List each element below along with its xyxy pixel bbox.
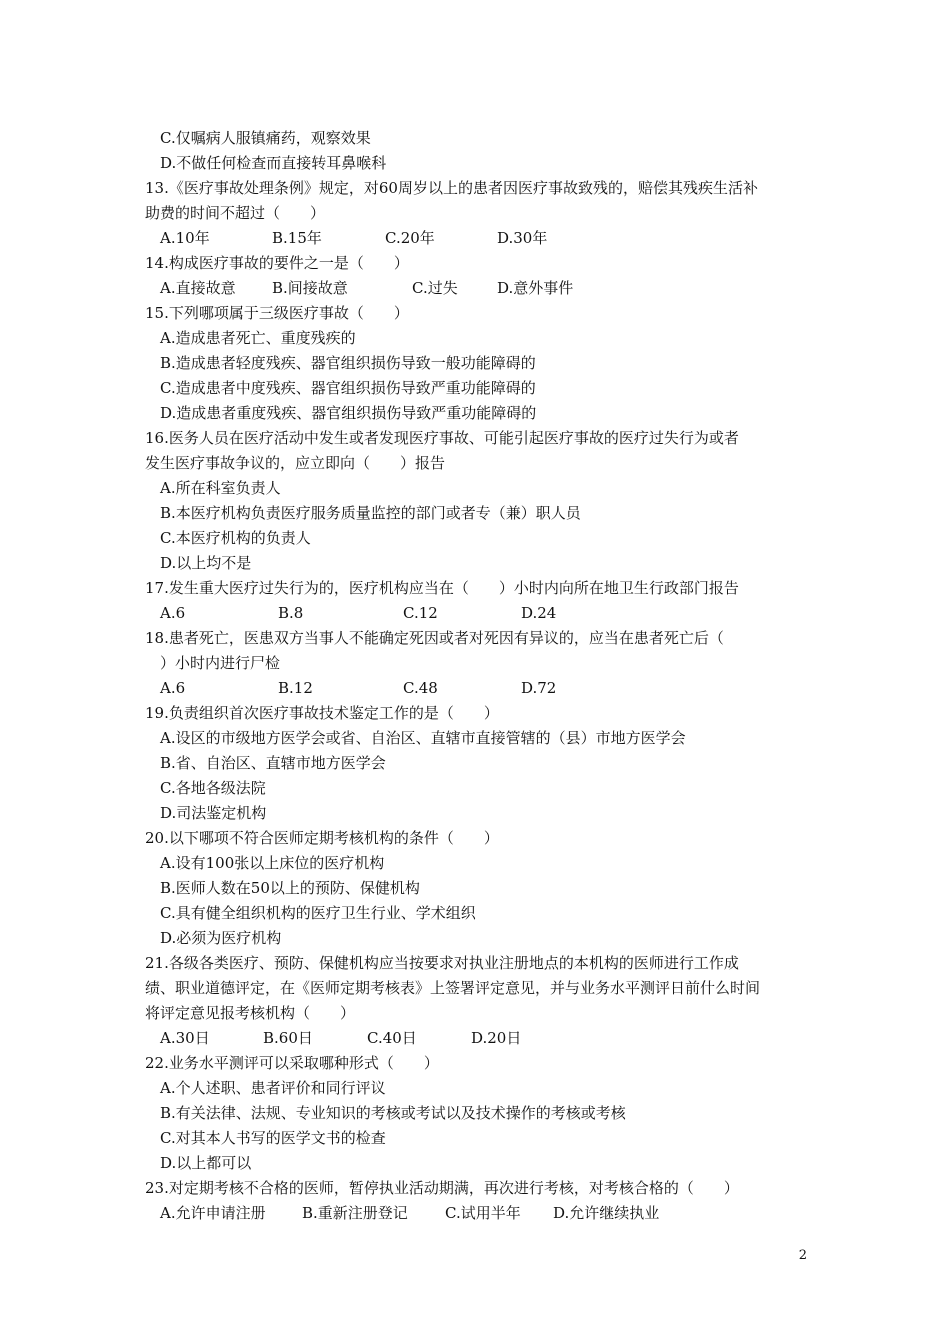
question-text: 绩、职业道德评定，在《医师定期考核表》上签署评定意见，并与业务水平测评日前什么时间	[145, 979, 761, 997]
answer-option: C.造成患者中度残疾、器官组织损伤导致严重功能障碍的	[160, 379, 536, 397]
answer-option: B.造成患者轻度残疾、器官组织损伤导致一般功能障碍的	[160, 354, 536, 372]
answer-option: B.12	[278, 679, 313, 697]
answer-options-row	[145, 226, 810, 251]
question-text: 14.构成医疗事故的要件之一是（ ）	[145, 254, 409, 272]
question-text: 22.业务水平测评可以采取哪种形式（ ）	[145, 1054, 439, 1072]
answer-option: D.30年	[497, 229, 548, 247]
answer-option: C.各地各级法院	[160, 779, 266, 797]
answer-options-row	[145, 676, 810, 701]
answer-option: A.所在科室负责人	[160, 479, 281, 497]
answer-option: A.直接故意	[160, 279, 236, 297]
answer-option: D.以上都可以	[160, 1154, 252, 1172]
question-text: 20.以下哪项不符合医师定期考核机构的条件（ ）	[145, 829, 499, 847]
answer-option: B.重新注册登记	[302, 1204, 408, 1222]
question-text: 15.下列哪项属于三级医疗事故（ ）	[145, 304, 409, 322]
answer-option: D.必须为医疗机构	[160, 929, 282, 947]
answer-options-row	[145, 1026, 810, 1051]
answer-options-row	[145, 276, 810, 301]
answer-option: D.24	[521, 604, 557, 622]
answer-option: B.60日	[263, 1029, 313, 1047]
answer-option: C.40日	[367, 1029, 417, 1047]
answer-option: C.20年	[385, 229, 435, 247]
answer-option: A.允许申请注册	[160, 1204, 266, 1222]
answer-option: A.造成患者死亡、重度残疾的	[160, 329, 356, 347]
question-text: 助费的时间不超过（ ）	[145, 204, 326, 222]
answer-option: A.设有100张以上床位的医疗机构	[160, 854, 385, 872]
question-text: 19.负责组织首次医疗事故技术鉴定工作的是（ ）	[145, 704, 499, 722]
question-text: 17.发生重大医疗过失行为的，医疗机构应当在（ ）小时内向所在地卫生行政部门报告	[145, 579, 739, 597]
answer-option: D.以上均不是	[160, 554, 252, 572]
answer-option: B.本医疗机构负责医疗服务质量监控的部门或者专（兼）职人员	[160, 504, 581, 522]
answer-option: D.造成患者重度残疾、器官组织损伤导致严重功能障碍的	[160, 404, 537, 422]
answer-option: A.6	[160, 679, 186, 697]
question-list	[145, 126, 810, 1226]
question-text: 将评定意见报考核机构（ ）	[145, 1004, 356, 1022]
answer-option: A.6	[160, 604, 186, 622]
answer-option: C.12	[403, 604, 438, 622]
question-text: 23.对定期考核不合格的医师，暂停执业活动期满，再次进行考核，对考核合格的（ ）	[145, 1179, 739, 1197]
answer-option: B.15年	[272, 229, 322, 247]
answer-option: A.个人述职、患者评价和同行评议	[160, 1079, 386, 1097]
answer-options-row	[145, 1201, 810, 1226]
question-text: 发生医疗事故争议的，应立即向（ ）报告	[145, 454, 446, 472]
answer-option: D.允许继续执业	[553, 1204, 660, 1222]
answer-option: A.10年	[160, 229, 210, 247]
answer-option: B.医师人数在50以上的预防、保健机构	[160, 879, 420, 897]
answer-option: B.有关法律、法规、专业知识的考核或考试以及技术操作的考核或考核	[160, 1104, 626, 1122]
answer-option: D.不做任何检查而直接转耳鼻喉科	[160, 154, 387, 172]
answer-option: D.20日	[471, 1029, 522, 1047]
answer-option: C.具有健全组织机构的医疗卫生行业、学术组织	[160, 904, 476, 922]
answer-option: B.间接故意	[272, 279, 348, 297]
answer-option: C.48	[403, 679, 438, 697]
answer-options-row	[145, 601, 810, 626]
answer-option: D.意外事件	[497, 279, 574, 297]
answer-option: C.仅嘱病人服镇痛药，观察效果	[160, 129, 371, 147]
question-text: 13.《医疗事故处理条例》规定，对60周岁以上的患者因医疗事故致残的，赔偿其残疾生活补	[145, 179, 758, 197]
answer-option: B.省、自治区、直辖市地方医学会	[160, 754, 386, 772]
page-number: 2	[798, 1248, 807, 1263]
answer-option: D.司法鉴定机构	[160, 804, 267, 822]
answer-option: C.过失	[412, 279, 458, 297]
answer-option: C.本医疗机构的负责人	[160, 529, 311, 547]
answer-option: C.对其本人书写的医学文书的检查	[160, 1129, 386, 1147]
answer-option: A.设区的市级地方医学会或省、自治区、直辖市直接管辖的（县）市地方医学会	[160, 729, 686, 747]
answer-option: D.72	[521, 679, 557, 697]
question-text: 21.各级各类医疗、预防、保健机构应当按要求对执业注册地点的本机构的医师进行工作成	[145, 954, 739, 972]
answer-option: C.试用半年	[445, 1204, 521, 1222]
question-text: ）小时内进行尸检	[145, 654, 281, 672]
answer-option: B.8	[278, 604, 304, 622]
question-text: 18.患者死亡，医患双方当事人不能确定死因或者对死因有异议的，应当在患者死亡后（	[145, 629, 724, 647]
answer-option: A.30日	[160, 1029, 210, 1047]
question-text: 16.医务人员在医疗活动中发生或者发现医疗事故、可能引起医疗事故的医疗过失行为或者	[145, 429, 739, 447]
